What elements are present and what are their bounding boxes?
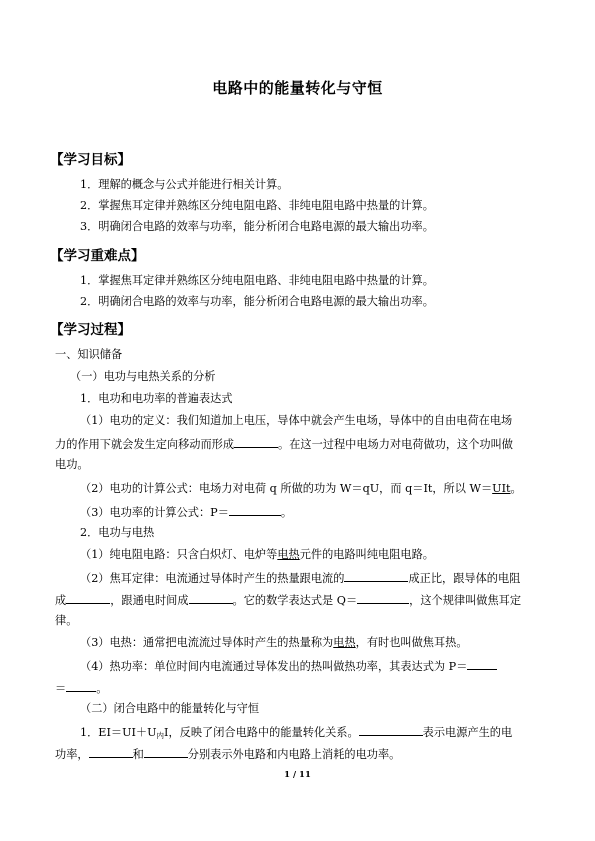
text-run: I，反映了闭合电路中的能量转化关系。 <box>164 726 359 739</box>
section-heading-process: 【学习过程】 <box>50 322 131 338</box>
text-run: 分别表示外电路和内电路上消耗的电功率。 <box>187 748 401 761</box>
text-run: 。 <box>280 506 293 519</box>
blank-line <box>144 746 188 758</box>
goal-item: 2．掌握焦耳定律并熟练区分纯电阻电路、非纯电阻电路中热量的计算。 <box>80 199 434 212</box>
underlined-answer: UIt <box>492 482 511 495</box>
underlined-answer: 电热 <box>277 548 300 561</box>
paragraph-line: 电功。 <box>55 458 89 471</box>
text-run: 。 <box>96 682 108 695</box>
subsection-heading: （一）电功与电热关系的分析 <box>70 370 216 383</box>
paragraph-line <box>55 436 513 452</box>
paragraph-line <box>80 548 434 562</box>
page-title: 电路中的能量转化与守恒 <box>212 79 383 97</box>
text-run: 。 <box>510 482 522 495</box>
text-run: （2）焦耳定律：电流通过导体时产生的热量跟电流的 <box>80 572 345 585</box>
text-run: ，这个规律叫做焦耳定 <box>409 594 522 607</box>
paragraph-line <box>80 724 512 743</box>
goal-item: 3．明确闭合电路的效率与功率，能分析闭合电路电源的最大输出功率。 <box>80 220 434 233</box>
text-run: 。在这一过程中电场力对电荷做功，这个功叫做 <box>278 438 513 451</box>
blank-line <box>467 658 497 670</box>
paragraph-line: 律。 <box>55 614 78 627</box>
text-run: ，跟通电时间成 <box>110 594 189 607</box>
paragraph-line <box>80 570 520 586</box>
part-heading: 一、知识储备 <box>55 348 123 361</box>
text-run: ，有时也叫做焦耳热。 <box>355 636 468 649</box>
goal-item: 1．理解的概念与公式并能进行相关计算。 <box>80 178 289 191</box>
page-number: 1 / 11 <box>284 770 311 780</box>
subscript: 内 <box>156 731 165 740</box>
key-point-item: 1．掌握焦耳定律并熟练区分纯电阻电路、非纯电阻电路中热量的计算。 <box>80 274 434 287</box>
blank-line <box>344 570 408 582</box>
text-run: （2）电功的计算公式：电场力对电荷 q 所做的功为 W＝qU，而 q＝It，所以 W＝ <box>80 482 493 495</box>
text-run: 成 <box>55 594 67 607</box>
text-run: （4）热功率：单位时间内电流通过导体发出的热叫做热功率，其表达式为 P＝ <box>80 660 468 673</box>
text-run: 元件的电路叫纯电阻电路。 <box>299 548 434 561</box>
paragraph-line <box>80 636 468 650</box>
underlined-answer: 电热 <box>333 636 356 649</box>
text-run: 成正比，跟导体的电阻 <box>408 572 521 585</box>
paragraph-line <box>55 592 521 608</box>
text-run: （3）电热：通常把电流流过导体时产生的热量称为 <box>80 636 334 649</box>
text-run: 表示电源产生的电 <box>422 726 513 739</box>
section-heading-goals: 【学习目标】 <box>50 152 131 168</box>
blank-line <box>234 436 278 448</box>
text-run: （1）纯电阻电路：只含白炽灯、电炉等 <box>80 548 278 561</box>
paragraph-line <box>55 680 107 696</box>
paragraph-line <box>55 746 400 762</box>
subsection-heading: （二）闭合电路中的能量转化与守恒 <box>80 702 260 715</box>
blank-line <box>229 504 281 516</box>
paragraph-line <box>80 504 292 520</box>
blank-line <box>189 592 233 604</box>
key-point-item: 2．明确闭合电路的效率与功率，能分析闭合电路电源的最大输出功率。 <box>80 295 434 308</box>
text-run: （3）电功率的计算公式：P＝ <box>80 506 229 519</box>
blank-line <box>66 680 96 692</box>
paragraph-line <box>80 658 497 674</box>
blank-line <box>357 592 409 604</box>
section-heading-key-points: 【学习重难点】 <box>50 248 145 264</box>
text-run: ＝ <box>55 682 67 695</box>
item-heading: 2．电功与电热 <box>80 526 155 539</box>
item-heading: 1．电功和电功率的普遍表达式 <box>80 392 233 405</box>
text-run: 功率， <box>55 748 89 761</box>
paragraph-line <box>80 482 522 496</box>
blank-line <box>66 592 110 604</box>
blank-line <box>89 746 133 758</box>
text-run: 1．EI＝UI＋U <box>80 726 157 739</box>
paragraph-line: （1）电功的定义：我们知道加上电压，导体中就会产生电场，导体中的自由电荷在电场 <box>80 414 513 427</box>
text-run: 。它的数学表达式是 Q＝ <box>232 594 358 607</box>
text-run: 和 <box>132 748 144 761</box>
text-run: 力的作用下就会发生定向移动而形成 <box>55 438 235 451</box>
blank-line <box>359 724 423 736</box>
